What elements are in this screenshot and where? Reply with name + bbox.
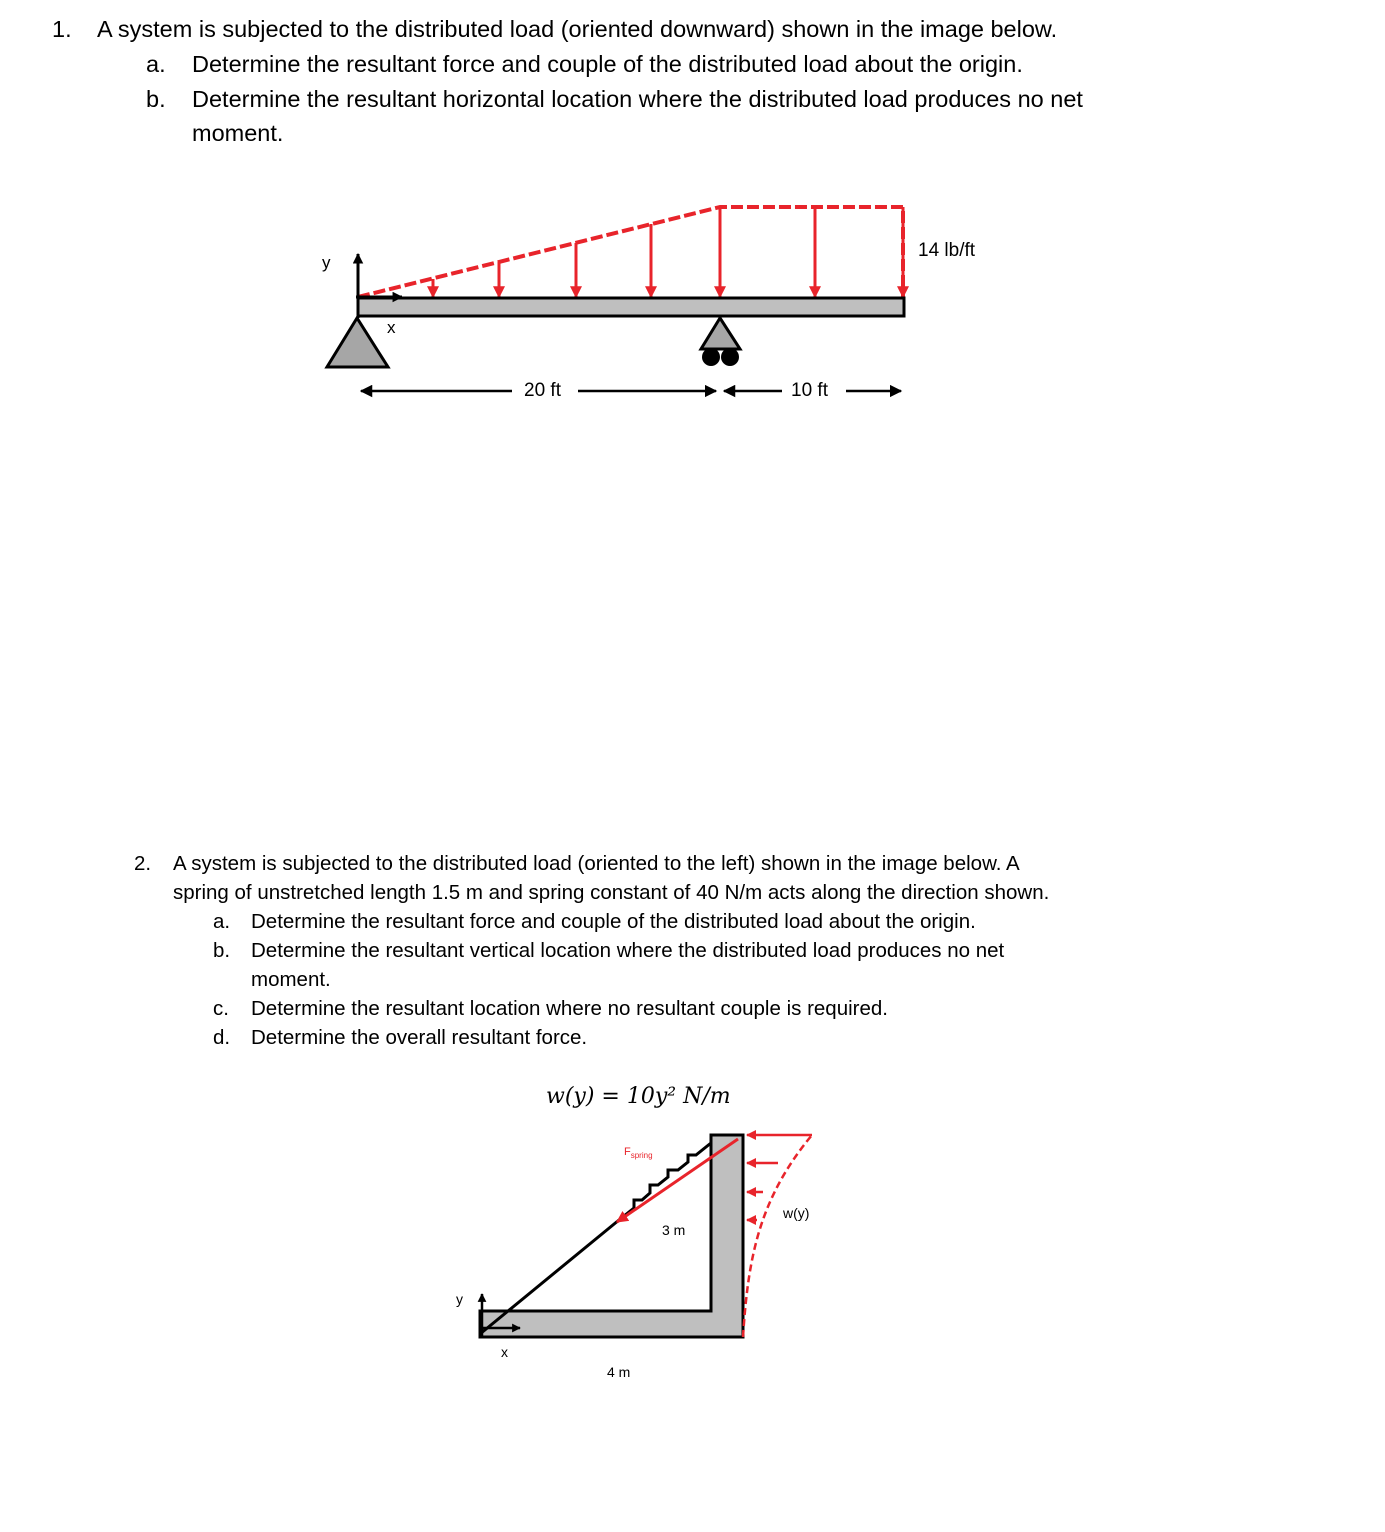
- q1-b-label: b.: [146, 86, 166, 112]
- q2-a-label: a.: [213, 910, 231, 933]
- q1-statement: A system is subjected to the distributed load (oriented downward) shown in the image below.: [97, 16, 1058, 42]
- q2-d-text: Determine the overall resultant force.: [251, 1026, 588, 1049]
- l-frame: [480, 1135, 743, 1337]
- q2-b-text-line2: moment.: [251, 968, 331, 991]
- fig1-dim-right: 10 ft: [791, 380, 828, 401]
- spring-force-sub: spring: [630, 1151, 653, 1161]
- q2-statement-line1: A system is subjected to the distributed load (oriented to the left) shown in the image below. A: [173, 852, 1020, 875]
- q1-b-text-line2: moment.: [192, 120, 284, 146]
- q2-a-text: Determine the resultant force and couple of the distributed load about the origin.: [251, 910, 976, 933]
- spring-force-label: [624, 1146, 653, 1160]
- fig2-y-label: y: [456, 1291, 463, 1307]
- q2-c-text: Determine the resultant location where no resultant couple is required.: [251, 997, 888, 1020]
- q1-a-label: a.: [146, 51, 166, 77]
- fig2-dim-horizontal: 4 m: [607, 1364, 631, 1380]
- fig1-x-label: x: [387, 318, 396, 337]
- fig2-load-label: w(y): [783, 1205, 810, 1221]
- q1-b-text-line1: Determine the resultant horizontal location where the distributed load produces no net: [192, 86, 1083, 112]
- q2-c-label: c.: [213, 997, 229, 1020]
- q2-b-text-line1: Determine the resultant vertical location where the distributed load produces no net: [251, 939, 1005, 962]
- load-equation: w(y) = 10y² N/m: [546, 1084, 731, 1109]
- load-curve: [743, 1135, 812, 1337]
- q1-a-text: Determine the resultant force and couple of the distributed load about the origin.: [192, 51, 1023, 77]
- fig1-dim-left: 20 ft: [524, 380, 561, 401]
- spring-force-main: F: [624, 1146, 631, 1158]
- q1-number: 1.: [52, 16, 72, 42]
- q2-b-label: b.: [213, 939, 231, 962]
- q2-statement-line2: spring of unstretched length 1.5 m and spring constant of 40 N/m acts along the direction shown.: [173, 881, 1050, 904]
- fig2-x-label: x: [501, 1344, 508, 1360]
- q2-number: 2.: [134, 852, 152, 875]
- fig1-y-label: y: [322, 253, 331, 272]
- fig2-dim-vertical: 3 m: [662, 1222, 686, 1238]
- q2-d-label: d.: [213, 1026, 231, 1049]
- fig1-load-label: 14 lb/ft: [918, 240, 976, 261]
